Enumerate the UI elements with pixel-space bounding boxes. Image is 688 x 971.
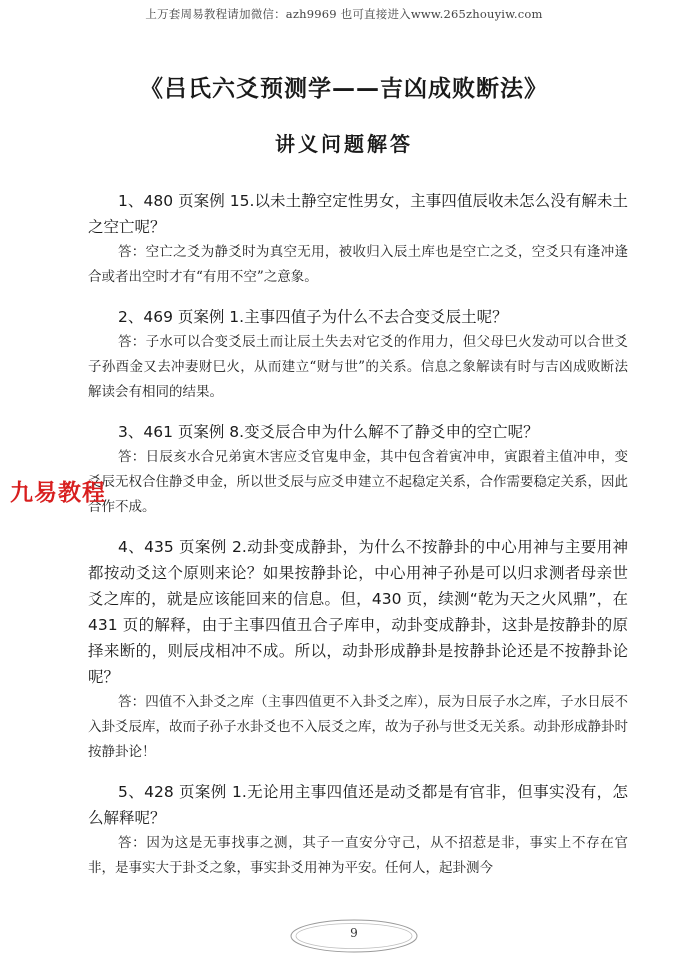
qa-item [88,419,628,520]
question-text: 2、469 页案例 1.主事四值子为什么不去合变爻辰土呢？ [118,308,508,326]
answer-text: 答：日辰亥水合兄弟寅木害应爻官鬼申金，其中包含着寅冲申，寅跟着主值冲申，变爻辰无权合住静爻申金，所以世爻辰与应爻申建立不起稳定关系，合作需要稳定关系，因此合作不成。 [88,449,628,515]
answer-text: 答：空亡之爻为静爻时为真空无用，被收归入辰土库也是空亡之爻，空爻只有逢冲逢合或者出空时才有“有用不空”之意象。 [88,244,628,285]
question-text: 1、480 页案例 15.以未土静空定性男女，主事四值辰收未怎么没有解未土之空亡呢？ [88,192,628,236]
qa-item [88,779,628,881]
document-subtitle: 讲义问题解答 [275,132,413,156]
qa-item [88,534,628,765]
qa-item [88,188,628,290]
answer-text: 答：四值不入卦爻之库（主事四值更不入卦爻之库），辰为日辰子水之库，子水日辰不入卦爻辰库，故而子孙子水卦爻也不入辰爻之库，故为子孙与世爻无关系。动卦形成静卦时按静卦论！ [88,694,628,760]
header-watermark: 上万套周易教程请加微信：azh9969 也可直接进入www.265zhouyiw.com [145,7,543,21]
answer-text: 答：因为这是无事找事之测，其子一直安分守己，从不招惹是非，事实上不存在官非，是事实大于卦爻之象，事实卦爻用神为平安。任何人，起卦测今 [88,835,628,876]
qa-item [88,304,628,405]
red-watermark-stamp: 九易教程 [10,480,106,506]
question-text: 4、435 页案例 2.动卦变成静卦，为什么不按静卦的中心用神与主要用神都按动爻这个原则来论？如果按静卦论，中心用神子孙是可以归求测者母亲世爻之库的，就是应该能回来的信息。但，430 页，续测“乾为天之火风鼎”，在 431 页的解释，由于主事四值丑合子库申，动卦变成静卦，这卦是按静卦的原择来断的，则辰戌相冲不成。所以，动卦形成静卦是按静卦论还是不按静卦论呢？ [88,538,628,686]
question-text: 3、461 页案例 8.变爻辰合申为什么解不了静爻申的空亡呢？ [118,423,539,441]
qa-list [88,188,628,895]
question-text: 5、428 页案例 1.无论用主事四值还是动爻都是有官非，但事实没有，怎么解释呢？ [88,783,628,827]
answer-text: 答：子水可以合变爻辰土而让辰土失去对它爻的作用力，但父母巳火发动可以合世爻子孙酉金又去冲妻财巳火，从而建立“财与世”的关系。信息之象解读有时与吉凶成败断法解读会有相同的结果。 [88,334,628,400]
document-title: 《吕氏六爻预测学——吉凶成败断法》 [140,76,548,102]
page-number-badge [289,918,419,954]
page-number: 9 [350,926,358,940]
